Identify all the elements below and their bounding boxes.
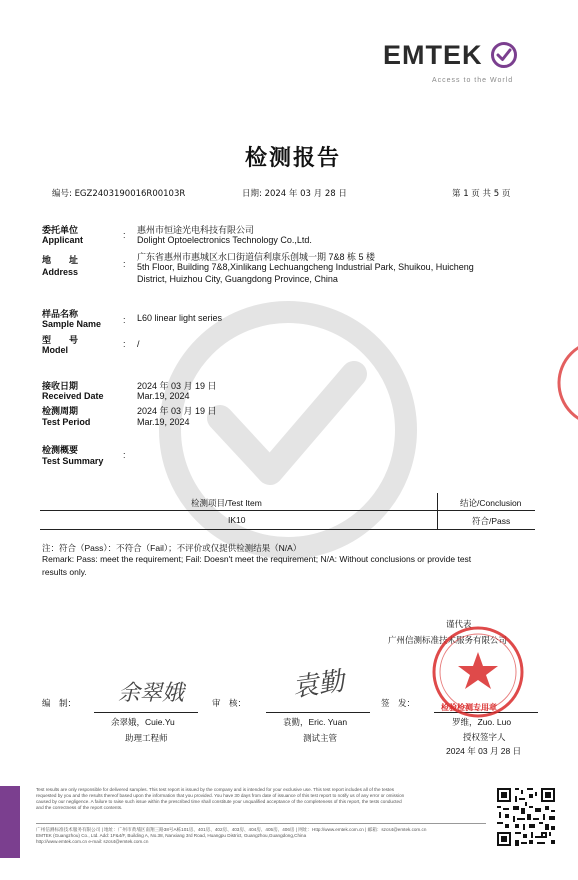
model-colon: : [123,339,126,349]
compile-sign-line [94,712,198,713]
footer-address-line-1: 广州信测标准技术服务有限公司 | 地址：广州市黄埔区南翔三路38号A栋101房、401房、402房、403房、404房、405房、406房 | 网址：Http://www.emtek.com.cn | 邮箱：szcs4@emtek.com.cn [36,827,427,832]
table-cell-conclusion: 符合/Pass [472,516,511,526]
table-divider [437,493,438,530]
review-label: 审 核： [212,698,247,708]
address-value-en-1: 5th Floor, Building 7&8,Xinlikang Lechuangcheng Industrial Park, Shuikou, Huicheng [137,262,474,272]
received-value-en: Mar.19, 2024 [137,391,190,401]
table-rule-top [40,510,535,511]
notes-en-2: results only. [42,567,87,577]
signer-name: 罗维，Zuo. Luo [452,717,512,727]
period-value-cn: 2024 年 03 月 19 日 [137,406,217,416]
stamp-text: 检验检测专用章 [441,703,497,712]
qr-code [495,786,557,848]
notes-cn: 注：符合（Pass）：不符合（Fail）；不评价或仅提供检测结果（N/A） [42,543,302,553]
sample-label-cn: 样品名称 [42,310,79,320]
footer-address-line-3: http://www.emtek.com.cn e-mail: szcs4@emtek.com.cn [36,839,149,844]
footer-disclaimer-line-1: Test results are only responsible for delivered samples. This test report is issued by the company and is intended for your exclusive use. This test report includes all of the testes [36,787,395,792]
sign-label: 签 发： [381,698,416,708]
footer-disclaimer-line-3: caused by our negligence. A failure to raise such issue within the prescribed time shall constitute your unqualified acceptance of the completeness of this report, the tests conducted [36,799,402,804]
on-behalf-label: 谨代表 [446,619,472,629]
address-value-cn: 广东省惠州市惠城区水口街道信利康乐创城一期 7&8 栋 5 楼 [137,252,376,262]
table-header-item: 检测项目/Test Item [191,498,262,508]
page-title: 检测报告 [245,146,342,171]
page-number: 第 1 页 共 5 页 [452,189,511,199]
footer-rule [36,823,486,824]
address-value-en-2: District, Huizhou City, Guangdong Province, China [137,274,338,284]
notes-en-1: Remark: Pass: meet the requirement; Fail: Doesn't meet the requirement; N/A: Without conclusions or provide test [42,554,472,564]
table-header-conclusion: 结论/Conclusion [460,498,522,508]
sign-date: 2024 年 03 月 28 日 [446,746,522,756]
brand-tagline: Access to the World [432,77,514,84]
footer-accent-bar [0,786,20,858]
period-label-cn: 检测周期 [42,407,79,417]
reviewer-signature: 袁勤 [290,666,347,704]
compiler-title: 助理工程师 [125,733,168,743]
applicant-value-en: Dolight Optoelectronics Technology Co.,Ltd. [137,235,312,245]
review-sign-line [266,712,370,713]
footer-address [36,827,491,845]
page-edge-stamp [556,338,578,428]
summary-label-cn: 检测概要 [42,446,79,456]
received-label-en: Received Date [42,391,104,401]
model-value: / [137,339,140,349]
reviewer-title: 测试主管 [303,733,338,743]
footer-address-line-2: EMTEK (Guangzhou) Co., Ltd. Add: 1F&4/F, Building A, No.38, Nanxiang 3rd Road, Huangpu District, Guangzhou,Guangdong,China [36,833,307,838]
address-colon: : [123,259,126,269]
summary-colon: : [123,450,126,460]
applicant-colon: : [123,230,126,240]
footer-disclaimer-line-2: requested by you and the results thereof based upon the information that you provided. You have 30 days from date of issuance of this test report to notify us of any error or omission [36,793,405,798]
model-label-en: Model [42,345,68,355]
brand-logo-text: EMTEK [383,40,483,70]
compiler-name: 余翠娥，Cuie.Yu [111,717,175,727]
applicant-label-en: Applicant [42,235,84,245]
sample-colon: : [123,315,126,325]
address-label-cn: 地 址 [42,256,79,266]
model-label-cn: 型 号 [42,336,79,346]
summary-label-en: Test Summary [42,456,104,466]
compile-label: 编 制： [42,698,77,708]
signer-title: 授权签字人 [463,732,506,742]
brand-check-icon [490,41,518,69]
sample-label-en: Sample Name [42,319,102,329]
company-name: 广州信测标准技术服务有限公司 [388,635,508,645]
report-number: 编号: EGZ2403190016R00103R [52,189,186,199]
period-value-en: Mar.19, 2024 [137,417,190,427]
compiler-signature: 余翠娥 [118,681,185,706]
received-value-cn: 2024 年 03 月 19 日 [137,381,217,391]
table-cell-item: IK10 [228,515,246,525]
received-label-cn: 接收日期 [42,382,79,392]
watermark-logo [158,300,418,560]
reviewer-name: 袁勤，Eric. Yuan [283,717,348,727]
footer-disclaimer-line-4: and the correctness of the report contents. [36,805,123,810]
sample-value: L60 linear light series [137,313,223,323]
report-date: 日期: 2024 年 03 月 28 日 [242,189,347,199]
table-rule-bottom [40,529,535,530]
applicant-value-cn: 惠州市恒途光电科技有限公司 [137,225,255,235]
footer-disclaimer [36,787,491,811]
period-label-en: Test Period [42,417,91,427]
address-label-en: Address [42,267,79,277]
applicant-label-cn: 委托单位 [42,226,79,236]
